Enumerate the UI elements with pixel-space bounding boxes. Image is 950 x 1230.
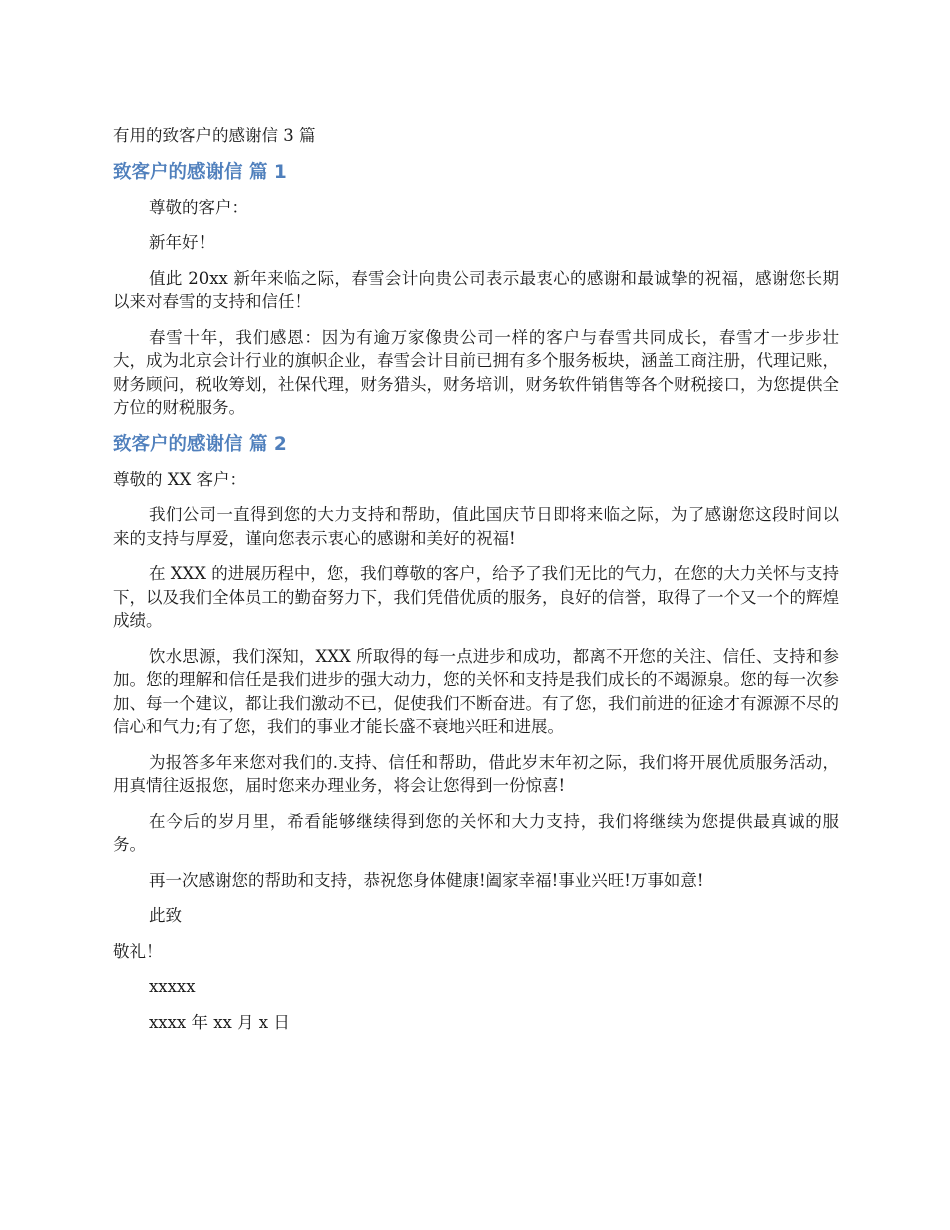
section-heading-2: 致客户的感谢信 篇 2 xyxy=(113,433,287,455)
paragraph: 值此 20xx 新年来临之际，春雪会计向贵公司表示最衷心的感谢和最诚挚的祝福，感谢您长期以来对春雪的支持和信任！ xyxy=(113,268,839,311)
paragraph: 新年好！ xyxy=(149,233,215,252)
paragraph: 我们公司一直得到您的大力支持和帮助，值此国庆节日即将来临之际，为了感谢您这段时间以来的支持与厚爱，谨向您表示衷心的感谢和美好的祝福! xyxy=(113,505,839,548)
date: xxxx 年 xx 月 x 日 xyxy=(149,1012,290,1032)
paragraph: 在 XXX 的进展历程中，您，我们尊敬的客户，给予了我们无比的气力，在您的大力关怀与支持下，以及我们全体员工的勤奋努力下，我们凭借优质的服务，良好的信誉，取得了一个又一个的辉煌成绩。 xyxy=(113,564,839,630)
closing: 敬礼！ xyxy=(113,941,163,961)
document-page xyxy=(113,124,839,1046)
document-title: 有用的致客户的感谢信 3 篇 xyxy=(113,126,316,145)
paragraph: 为报答多年来您对我们的.支持、信任和帮助，借此岁末年初之际，我们将开展优质服务活动，用真情往返报您，届时您来办理业务，将会让您得到一份惊喜! xyxy=(113,752,839,795)
signature: xxxxx xyxy=(149,977,196,996)
paragraph: 再一次感谢您的帮助和支持，恭祝您身体健康!阖家幸福!事业兴旺!万事如意! xyxy=(149,870,704,890)
paragraph: 饮水思源，我们深知，XXX 所取得的每一点进步和成功，都离不开您的关注、信任、支持和参加。您的理解和信任是我们进步的强大动力，您的关怀和支持是我们成长的不竭源泉。您的每一次参加、每一个建议，都让我们激动不已，促使我们不断奋进。有了您，我们前进的征途才有源源不尽的信心和气力;有了您，我们的事业才能长盛不衰地兴旺和进展。 xyxy=(113,646,839,736)
salutation: 尊敬的 XX 客户： xyxy=(113,469,246,489)
paragraph: 尊敬的客户： xyxy=(149,197,248,217)
paragraph: 此致 xyxy=(149,906,182,925)
paragraph: 在今后的岁月里，希看能够继续得到您的关怀和大力支持，我们将继续为您提供最真诚的服务。 xyxy=(113,811,839,854)
section-heading-1: 致客户的感谢信 篇 1 xyxy=(113,161,287,183)
paragraph: 春雪十年，我们感恩：因为有逾万家像贵公司一样的客户与春雪共同成长，春雪才一步步壮大，成为北京会计行业的旗帜企业，春雪会计目前已拥有多个服务板块，涵盖工商注册，代理记账，财务顾问，税收筹划，社保代理，财务猎头，财务培训，财务软件销售等各个财税接口，为您提供全方位的财税服务。 xyxy=(113,327,839,417)
